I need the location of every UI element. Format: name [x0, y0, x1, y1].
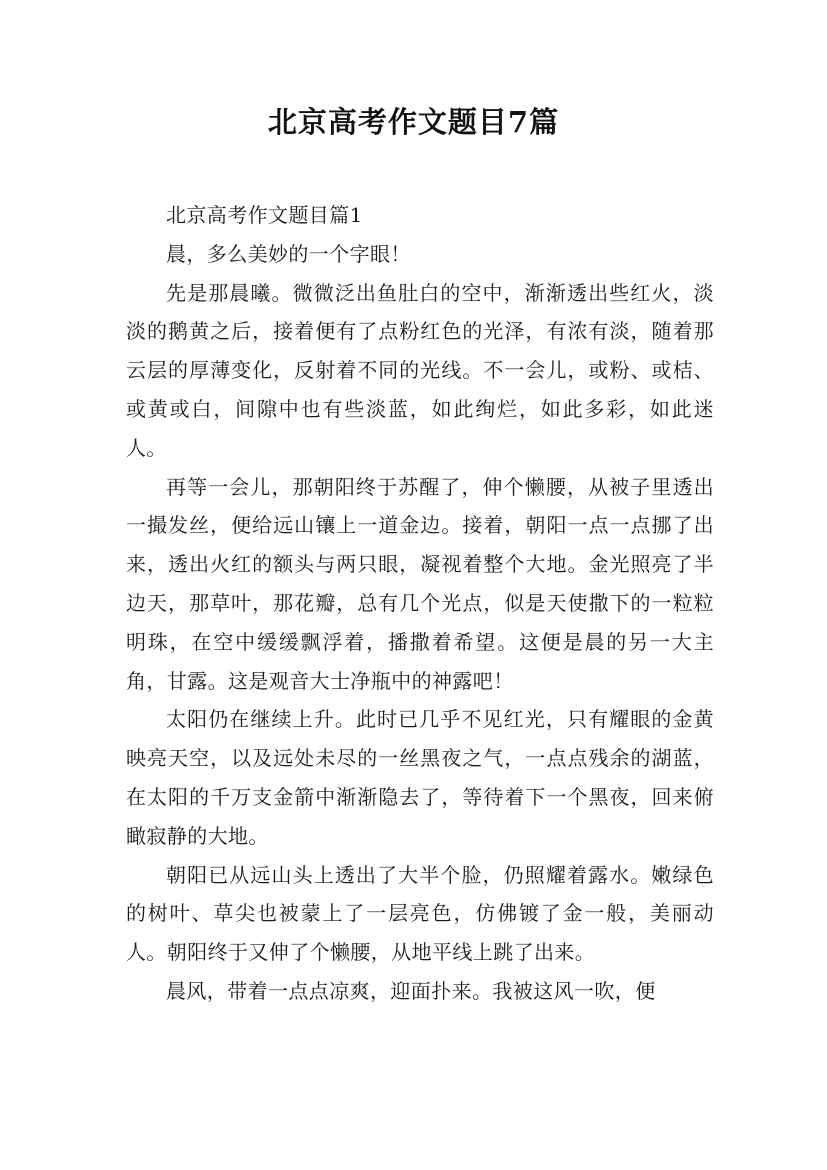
paragraph: 朝阳已从远山头上透出了大半个脸，仍照耀着露水。嫩绿色的树叶、草尖也被蒙上了一层亮色，仿佛镀了金一般，美丽动人。朝阳终于又伸了个懒腰，从地平线上跳了出来。 — [126, 862, 714, 965]
paragraph: 晨风，带着一点点凉爽，迎面扑来。我被这风一吹，便 — [166, 978, 656, 1003]
paragraph: 再等一会儿，那朝阳终于苏醒了，伸个懒腰，从被子里透出一撮发丝，便给远山镶上一道金边。接着，朝阳一点一点挪了出来，透出火红的额头与两只眼，凝视着整个大地。金光照亮了半边天，那草叶，那花瓣，总有几个光点，似是天使撒下的一粒粒明珠，在空中缓缓飘浮着，播撒着希望。这便是晨的另一大主角，甘露。这是观音大士净瓶中的神露吧！ — [126, 474, 714, 693]
document-body — [126, 196, 714, 1011]
paragraph: 晨，多么美妙的一个字眼！ — [166, 241, 411, 266]
paragraph: 先是那晨曦。微微泛出鱼肚白的空中，渐渐透出些红火，淡淡的鹅黄之后，接着便有了点粉红色的光泽，有浓有淡，随着那云层的厚薄变化，反射着不同的光线。不一会儿，或粉、或桔、或黄或白，间隙中也有些淡蓝，如此绚烂，如此多彩，如此迷人。 — [126, 280, 714, 460]
section-heading: 北京高考作文题目篇1 — [166, 203, 363, 227]
paragraph: 太阳仍在继续上升。此时已几乎不见红光，只有耀眼的金黄映亮天空，以及远处未尽的一丝黑夜之气，一点点残余的湖蓝，在太阳的千万支金箭中渐渐隐去了，等待着下一个黑夜，回来俯瞰寂静的大地。 — [126, 707, 714, 848]
document-title: 北京高考作文题目7篇 — [267, 105, 560, 139]
